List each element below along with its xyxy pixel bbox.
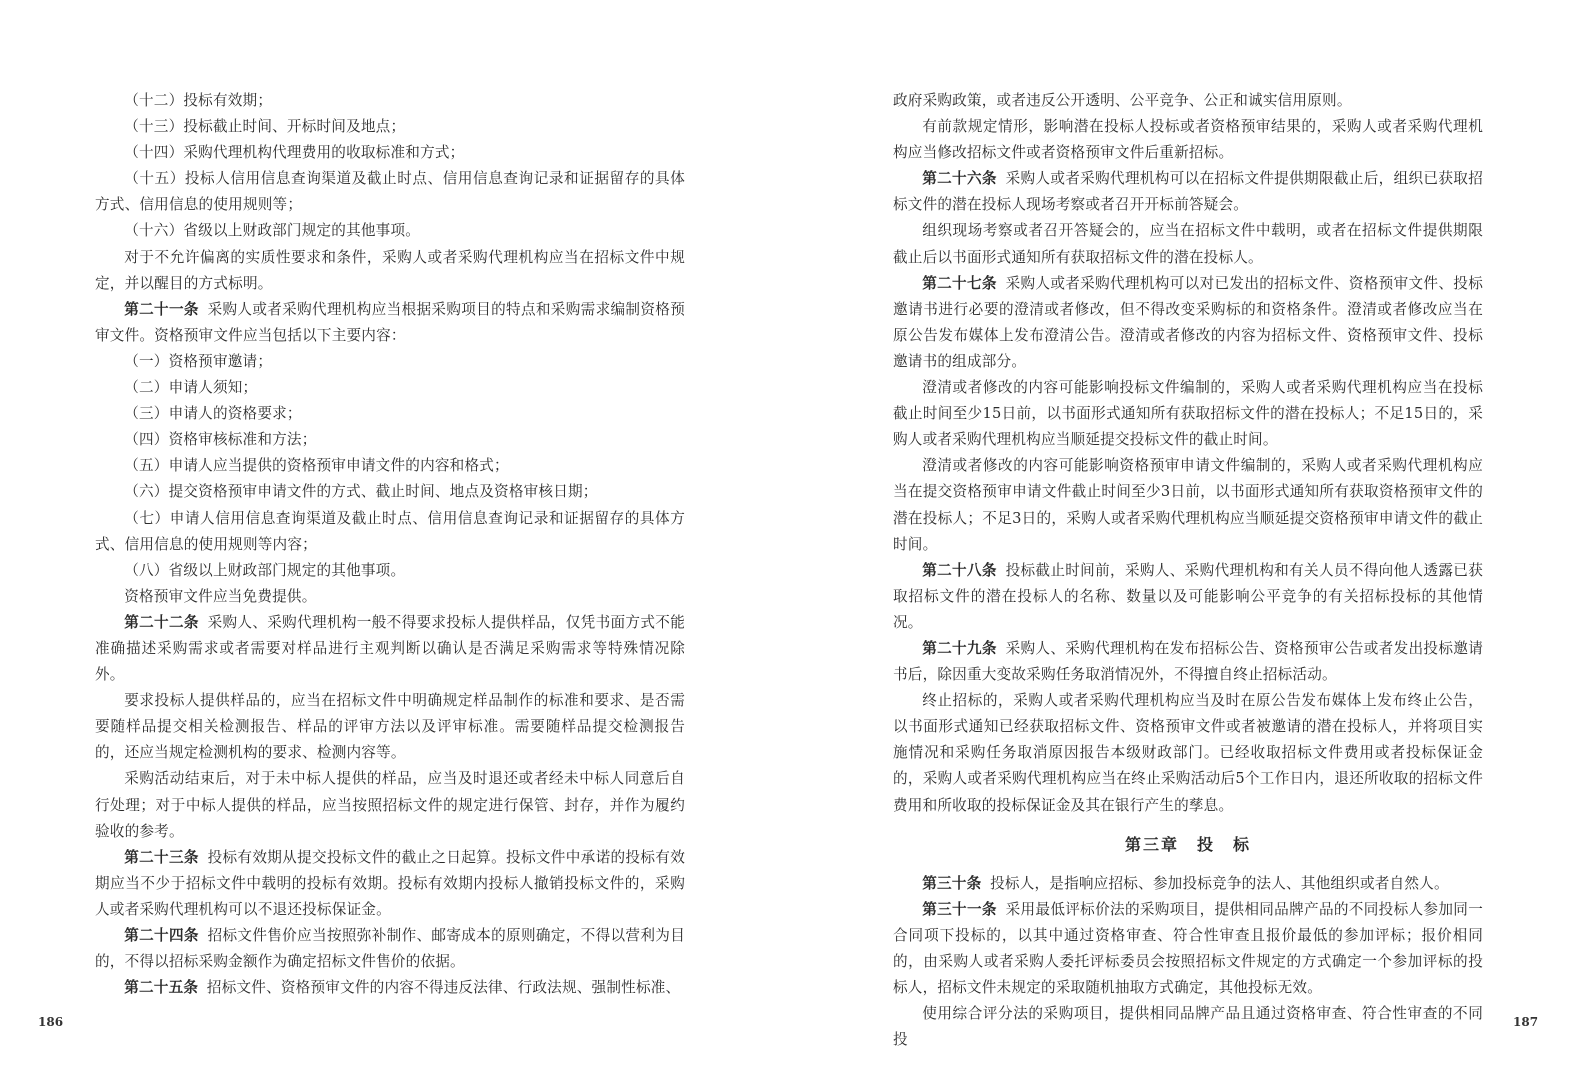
list-item: （三）申请人的资格要求； bbox=[124, 405, 302, 423]
list-item: （七）申请人信用信息查询渠道及截止时点、信用信息查询记录和证据留存的具体方式、信用信息的使用规则等内容； bbox=[95, 509, 685, 553]
article-25 bbox=[95, 975, 685, 1001]
chapter-heading: 第三章 投 标 bbox=[1124, 834, 1251, 854]
list-item: （一）资格预审邀请； bbox=[124, 352, 273, 370]
list-item: （十二）投标有效期； bbox=[124, 92, 273, 109]
article-28 bbox=[893, 558, 1483, 636]
article-label: 第二十三条 bbox=[124, 848, 199, 866]
article-label: 第二十四条 bbox=[124, 927, 199, 944]
list-item: （十四）采购代理机构代理费用的收取标准和方式； bbox=[124, 144, 465, 162]
list-item: （二）申请人须知； bbox=[124, 379, 258, 397]
article-29 bbox=[893, 636, 1483, 688]
article-label: 第三十一条 bbox=[922, 900, 997, 918]
paragraph: 澄清或者修改的内容可能影响资格预审申请文件编制的，采购人或者采购代理机构应当在提交资格预审申请文件截止时间至少3日前，以书面形式通知所有获取资格预审文件的潜在投标人；不足3日的，采购人或者采购代理机构应当顺延提交资格预审申请文件的截止时间。 bbox=[893, 457, 1483, 553]
article-text: 采购人或者采购代理机构可以在招标文件提供期限截止后，组织已获取招标文件的潜在投标人现场考察或者召开开标前答疑会。 bbox=[893, 170, 1483, 214]
article-label: 第二十二条 bbox=[124, 613, 199, 631]
list-item: （五）申请人应当提供的资格预审申请文件的内容和格式； bbox=[124, 457, 509, 475]
article-text: 采购人、采购代理机构一般不得要求投标人提供样品，仅凭书面方式不能准确描述采购需求或者需要对样品进行主观判断以确认是否满足采购需求等特殊情况除外。 bbox=[95, 613, 685, 684]
paragraph: 终止招标的，采购人或者采购代理机构应当及时在原公告发布媒体上发布终止公告，以书面形式通知已经获取招标文件、资格预审文件或者被邀请的潜在投标人，并将项目实施情况和采购任务取消原因报告本级财政部门。已经收取招标文件费用或者投标保证金的，采购人或者采购代理机构应当在终止采购活动后5个工作日内，退还所收取的招标文件费用和所收取的投标保证金及其在银行产生的孳息。 bbox=[893, 692, 1483, 814]
list-item: （六）提交资格预审申请文件的方式、截止时间、地点及资格审核日期； bbox=[124, 483, 598, 501]
paragraph: 有前款规定情形，影响潜在投标人投标或者资格预审结果的，采购人或者采购代理机构应当修改招标文件或者资格预审文件后重新招标。 bbox=[893, 118, 1483, 162]
article-31 bbox=[893, 897, 1483, 1001]
article-label: 第二十一条 bbox=[124, 300, 199, 318]
paragraph: 组织现场考察或者召开答疑会的，应当在招标文件中载明，或者在招标文件提供期限截止后以书面形式通知所有获取招标文件的潜在投标人。 bbox=[893, 222, 1483, 266]
paragraph: 政府采购政策，或者违反公开透明、公平竞争、公正和诚实信用原则。 bbox=[893, 92, 1352, 109]
list-item: （八）省级以上财政部门规定的其他事项。 bbox=[124, 561, 406, 579]
article-text: 采用最低评标价法的采购项目，提供相同品牌产品的不同投标人参加同一合同项下投标的，以其中通过资格审查、符合性审查且报价最低的参加评标；报价相同的，由采购人或者采购人委托评标委员会按照招标文件规定的方式确定一个参加评标的投标人，招标文件未规定的采取随机抽取方式确定，其他投标无效。 bbox=[893, 900, 1483, 996]
paragraph: 资格预审文件应当免费提供。 bbox=[124, 587, 317, 605]
paragraph: 采购活动结束后，对于未中标人提供的样品，应当及时退还或者经未中标人同意后自行处理；对于中标人提供的样品，应当按照招标文件的规定进行保管、封存，并作为履约验收的参考。 bbox=[95, 770, 685, 840]
article-text: 招标文件售价应当按照弥补制作、邮寄成本的原则确定，不得以营利为目的，不得以招标采购金额作为确定招标文件售价的依据。 bbox=[95, 927, 685, 971]
right-page bbox=[893, 88, 1483, 1053]
paragraph: 对于不允许偏离的实质性要求和条件，采购人或者采购代理机构应当在招标文件中规定，并以醒目的方式标明。 bbox=[95, 248, 685, 292]
article-text: 投标人，是指响应招标、参加投标竞争的法人、其他组织或者自然人。 bbox=[990, 874, 1449, 892]
list-item: （十六）省级以上财政部门规定的其他事项。 bbox=[124, 222, 421, 240]
article-label: 第二十九条 bbox=[922, 639, 997, 657]
article-text: 采购人或者采购代理机构可以对已发出的招标文件、资格预审文件、投标邀请书进行必要的澄清或者修改，但不得改变采购标的和资格条件。澄清或者修改应当在原公告发布媒体上发布澄清公告。澄清或者修改的内容为招标文件、资格预审文件、投标邀请书的组成部分。 bbox=[893, 274, 1483, 370]
left-page bbox=[95, 88, 685, 1001]
article-24 bbox=[95, 923, 685, 975]
list-item: （四）资格审核标准和方法； bbox=[124, 431, 317, 449]
article-label: 第二十八条 bbox=[922, 561, 997, 579]
article-label: 第二十六条 bbox=[922, 170, 997, 188]
article-23 bbox=[95, 845, 685, 923]
article-text: 招标文件、资格预审文件的内容不得违反法律、行政法规、强制性标准、 bbox=[206, 979, 681, 997]
article-text: 投标有效期从提交投标文件的截止之日起算。投标文件中承诺的投标有效期应当不少于招标文件中载明的投标有效期。投标有效期内投标人撤销投标文件的，采购人或者采购代理机构可以不退还投标保证金。 bbox=[95, 848, 685, 918]
paragraph: 要求投标人提供样品的，应当在招标文件中明确规定样品制作的标准和要求、是否需要随样品提交相关检测报告、样品的评审方法以及评审标准。需要随样品提交检测报告的，还应当规定检测机构的要求、检测内容等。 bbox=[95, 692, 685, 762]
page-number-right: 187 bbox=[1513, 1015, 1539, 1029]
article-text: 采购人、采购代理机构在发布招标公告、资格预审公告或者发出投标邀请书后，除因重大变故采购任务取消情况外，不得擅自终止招标活动。 bbox=[893, 639, 1483, 684]
paragraph: 澄清或者修改的内容可能影响投标文件编制的，采购人或者采购代理机构应当在投标截止时间至少15日前，以书面形式通知所有获取招标文件的潜在投标人；不足15日的，采购人或者采购代理机构应当顺延提交投标文件的截止时间。 bbox=[893, 379, 1483, 449]
article-22 bbox=[95, 610, 685, 688]
article-30 bbox=[893, 871, 1483, 897]
page-number-left: 186 bbox=[38, 1015, 64, 1029]
list-item: （十五）投标人信用信息查询渠道及截止时点、信用信息查询记录和证据留存的具体方式、信用信息的使用规则等； bbox=[95, 170, 685, 214]
article-21 bbox=[95, 297, 685, 349]
list-item: （十三）投标截止时间、开标时间及地点； bbox=[124, 118, 406, 136]
article-text: 投标截止时间前，采购人、采购代理机构和有关人员不得向他人透露已获取招标文件的潜在投标人的名称、数量以及可能影响公平竞争的有关招标投标的其他情况。 bbox=[893, 561, 1483, 631]
article-label: 第二十七条 bbox=[922, 274, 997, 292]
article-text: 采购人或者采购代理机构应当根据采购项目的特点和采购需求编制资格预审文件。资格预审文件应当包括以下主要内容： bbox=[95, 300, 685, 344]
article-26 bbox=[893, 166, 1483, 218]
article-label: 第三十条 bbox=[922, 874, 982, 892]
article-label: 第二十五条 bbox=[124, 979, 199, 997]
paragraph: 使用综合评分法的采购项目，提供相同品牌产品且通过资格审查、符合性审查的不同投 bbox=[893, 1005, 1483, 1049]
article-27 bbox=[893, 271, 1483, 375]
